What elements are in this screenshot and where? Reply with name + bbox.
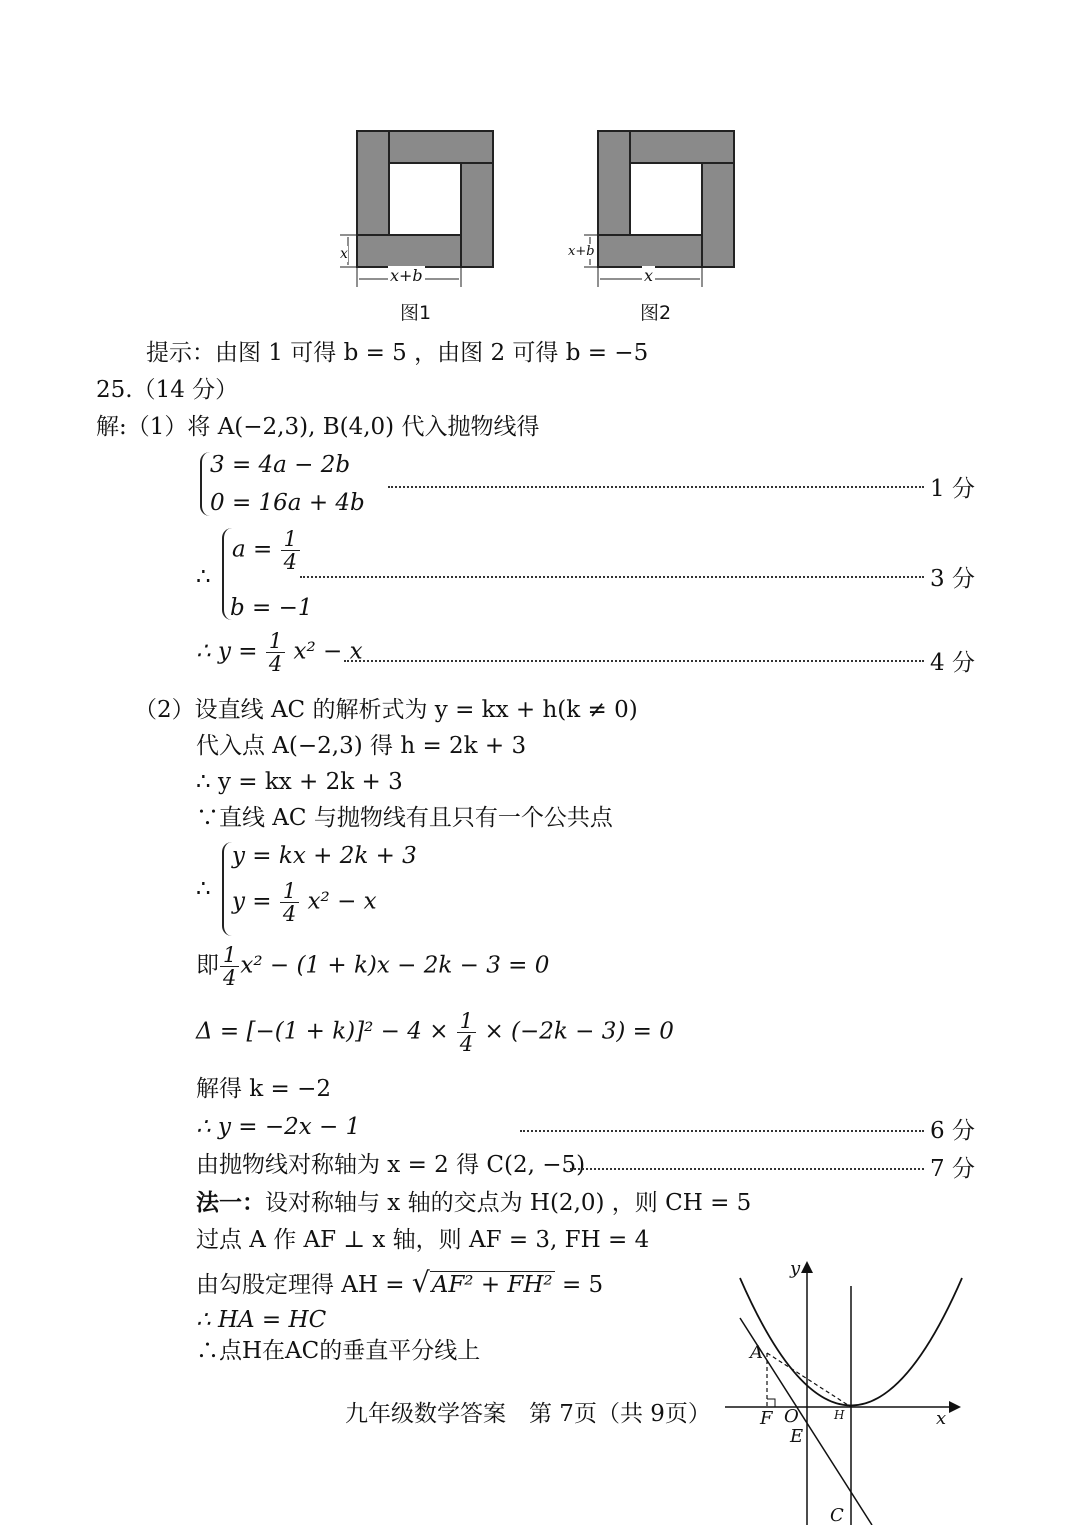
dot-leader-1	[388, 486, 924, 488]
symmetry-axis-line: 由抛物线对称轴为 x = 2 得 C(2, −5)	[196, 1152, 586, 1178]
fig2-caption: 图2	[640, 302, 672, 324]
score-4: 4 分	[930, 650, 975, 676]
parabola-result	[196, 630, 363, 675]
graph-label-x: x	[936, 1408, 947, 1429]
part2-line2: 代入点 A(−2,3) 得 h = 2k + 3	[196, 733, 527, 759]
delta-denominator: 4	[459, 1032, 474, 1056]
delta-lhs: Δ = [−(1 + k)]² − 4 ×	[196, 1018, 449, 1045]
ji-prefix: 即	[196, 952, 219, 979]
part2-line3: ∴ y = kx + 2k + 3	[196, 769, 403, 795]
part1-intro: 解:（1）将 A(−2,3), B(4,0) 代入抛物线得	[96, 414, 540, 440]
y-numerator: 1	[266, 630, 285, 653]
system3-eq1: y = kx + 2k + 3	[232, 843, 417, 869]
method1-line5: ∴点H在AC的垂直平分线上	[196, 1338, 481, 1364]
fig2-side-label: x+b	[568, 244, 595, 259]
method1-line4: ∴ HA = HC	[196, 1307, 327, 1333]
ji-denominator: 4	[223, 966, 237, 990]
sqrt-expression: AF² + FH²	[431, 1272, 553, 1298]
method1-line3	[196, 1268, 603, 1300]
fig1-caption: 图1	[400, 302, 432, 324]
graph-label-f: F	[760, 1408, 773, 1429]
ji-rhs: x² − (1 + k)x − 2k − 3 = 0	[240, 952, 550, 979]
a-lhs: a =	[232, 536, 273, 563]
y-denominator: 4	[268, 652, 283, 676]
graph-label-h: H	[834, 1408, 845, 1422]
sys-eq2-denominator: 4	[282, 902, 297, 926]
method1-line2: 过点 A 作 AF ⊥ x 轴，则 AF = 3, FH = 4	[196, 1227, 650, 1253]
y-lhs: ∴ y =	[196, 638, 258, 665]
sys-eq2-lhs: y =	[232, 888, 272, 915]
system3-eq2	[232, 880, 377, 925]
graph-label-e: E	[790, 1426, 804, 1447]
figure-1	[330, 122, 520, 292]
dot-leader-7	[570, 1168, 924, 1170]
delta-rhs: × (−2k − 3) = 0	[484, 1018, 674, 1045]
sys-eq2-numerator: 1	[280, 880, 299, 903]
a-fraction	[281, 528, 300, 573]
solve-k: 解得 k = −2	[196, 1076, 332, 1102]
fig1-bottom-label: x+b	[390, 266, 423, 285]
quadratic-equation	[196, 944, 549, 989]
ji-numerator: 1	[220, 944, 239, 967]
therefore-symbol-2: ∴	[196, 876, 211, 902]
system1-eq1: 3 = 4a − 2b	[210, 452, 351, 478]
graph-label-o: O	[784, 1406, 799, 1427]
a-numerator: 1	[281, 528, 300, 551]
pythagoras-prefix: 由勾股定理得 AH =	[196, 1272, 405, 1298]
sqrt-sign: √	[411, 1266, 430, 1299]
a-solution	[232, 528, 301, 573]
method1-line1-text: 设对称轴与 x 轴的交点为 H(2,0) ，则 CH = 5	[265, 1190, 752, 1216]
y-rhs: x² − x	[293, 638, 363, 665]
method1-label: 法一：	[196, 1189, 265, 1216]
b-solution: b = −1	[230, 595, 313, 621]
page-footer: 九年级数学答案 第 7页（共 9页）	[345, 1401, 711, 1427]
discriminant-equation	[196, 1010, 674, 1055]
sys-eq2-rhs: x² − x	[307, 888, 377, 915]
score-3: 3 分	[930, 566, 975, 592]
a-denominator: 4	[283, 550, 297, 574]
score-7: 7 分	[930, 1156, 975, 1182]
y-fraction	[266, 630, 285, 675]
score-6: 6 分	[930, 1118, 975, 1144]
hint-text: 提示：由图 1 可得 b = 5 ，由图 2 可得 b = −5	[146, 340, 649, 366]
graph-label-a: A	[750, 1342, 763, 1363]
figure-2	[570, 122, 760, 292]
problem-number: 25.（14 分）	[96, 377, 239, 403]
system1-eq2: 0 = 16a + 4b	[210, 490, 365, 516]
pythagoras-suffix: = 5	[561, 1272, 604, 1298]
coordinate-graph	[720, 1258, 970, 1525]
delta-fraction	[457, 1010, 476, 1055]
dot-leader-4	[344, 660, 924, 662]
dot-leader-3	[300, 576, 924, 578]
dot-leader-6	[520, 1130, 924, 1132]
sys-eq2-fraction	[280, 880, 299, 925]
part2-line1: （2）设直线 AC 的解析式为 y = kx + h(k ≠ 0)	[134, 697, 638, 723]
delta-numerator: 1	[457, 1010, 476, 1033]
right-angle-mark	[767, 1399, 775, 1407]
graph-label-c: C	[830, 1505, 844, 1526]
part2-line4: ∵直线 AC 与抛物线有且只有一个公共点	[196, 805, 613, 831]
score-1: 1 分	[930, 476, 975, 502]
graph-label-y: y	[790, 1258, 801, 1279]
therefore-symbol-1: ∴	[196, 564, 211, 590]
line-ac-result: ∴ y = −2x − 1	[196, 1114, 361, 1140]
method1-line1	[196, 1188, 751, 1218]
fig2-bottom-label: x	[644, 266, 654, 285]
fig1-side-label: x	[340, 246, 348, 262]
ji-fraction	[220, 944, 239, 989]
